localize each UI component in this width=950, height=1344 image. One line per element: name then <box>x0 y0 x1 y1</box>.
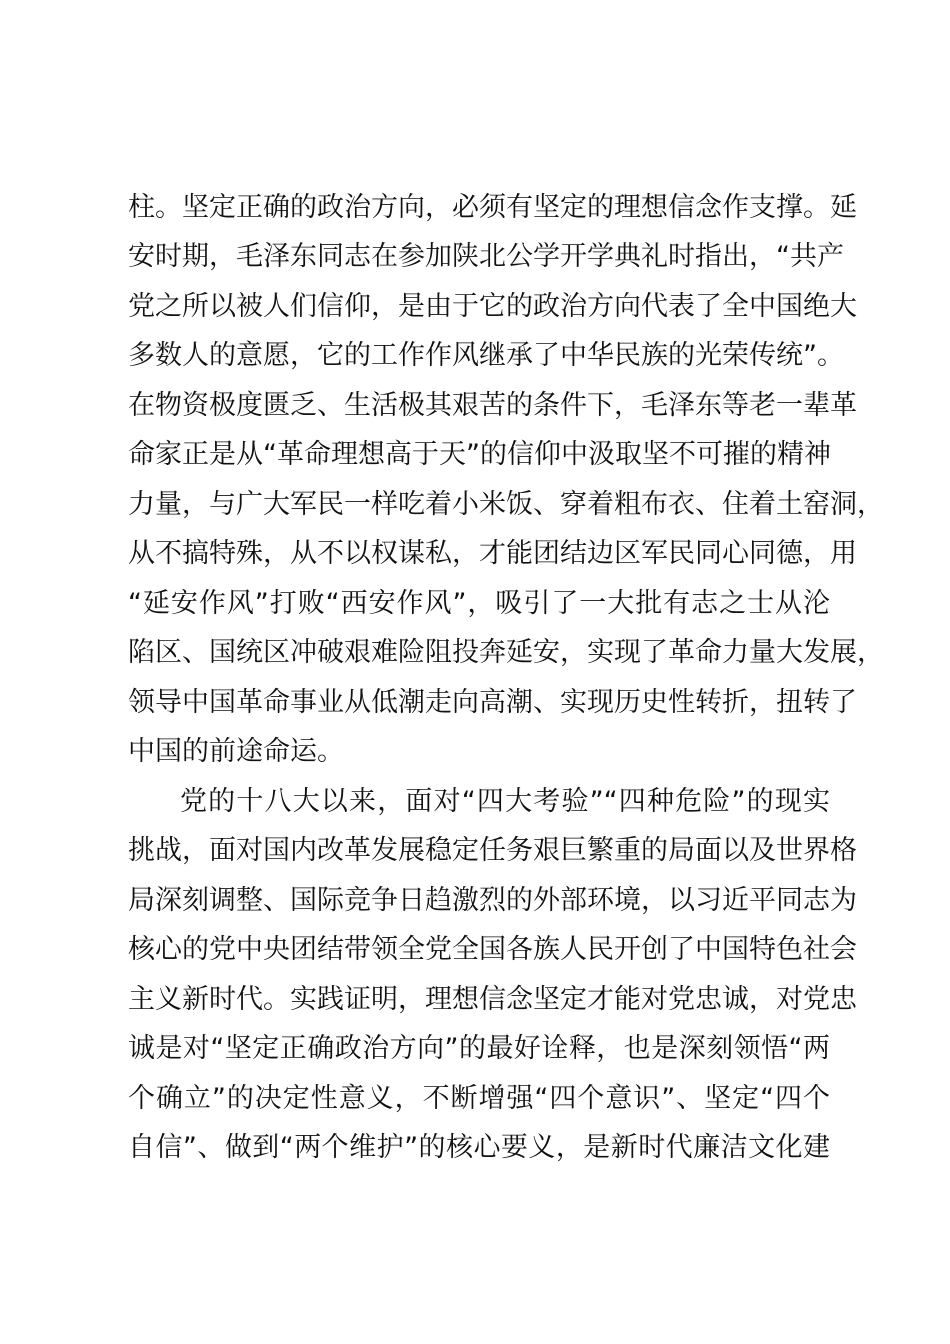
text-line: 陷区、国统区冲破艰难险阻投奔延安，实现了革命力量大发展， <box>128 637 884 668</box>
text-line: 挑战，面对国内改革发展稳定任务艰巨繁重的局面以及世界格 <box>128 835 857 866</box>
text-line: 领导中国革命事业从低潮走向高潮、实现历史性转折，扭转了 <box>128 687 857 718</box>
text-line: 柱。坚定正确的政治方向，必须有坚定的理想信念作支撑。延 <box>128 192 857 223</box>
text-line: 从不搞特殊，从不以权谋私，才能团结边区军民同心同德，用 <box>128 538 857 569</box>
text-line: 党之所以被人们信仰，是由于它的政治方向代表了全中国绝大 <box>128 291 857 322</box>
text-line: 个确立”的决定性意义，不断增强“四个意识”、坚定“四个 <box>128 1083 830 1114</box>
text-line: 党的十八大以来，面对“四大考验”“四种危险”的现实 <box>180 786 830 817</box>
text-line: 主义新时代。实践证明，理想信念坚定才能对党忠诚，对党忠 <box>128 984 857 1015</box>
text-line: 命家正是从“革命理想高于天”的信仰中汲取坚不可摧的精神 <box>128 439 831 470</box>
text-line: 中国的前途命运。 <box>128 736 344 767</box>
text-line: 核心的党中央团结带领全党全国各族人民开创了中国特色社会 <box>128 934 857 965</box>
text-line: 安时期，毛泽东同志在参加陕北公学开学典礼时指出，“共产 <box>128 241 844 272</box>
text-line: 局深刻调整、国际竞争日趋激烈的外部环境，以习近平同志为 <box>128 885 857 916</box>
text-line: 力量，与广大军民一样吃着小米饭、穿着粗布衣、住着土窑洞， <box>128 489 884 520</box>
text-line: 诚是对“坚定正确政治方向”的最好诠释，也是深刻领悟“两 <box>128 1033 830 1064</box>
text-line: 多数人的意愿，它的工作作风继承了中华民族的光荣传统”。 <box>128 340 844 371</box>
text-line: 自信”、做到“两个维护”的核心要义，是新时代廉洁文化建 <box>128 1132 830 1163</box>
text-line: “延安作风”打败“西安作风”，吸引了一大批有志之士从沦 <box>128 588 830 619</box>
text-line: 在物资极度匮乏、生活极其艰苦的条件下，毛泽东等老一辈革 <box>128 390 857 421</box>
